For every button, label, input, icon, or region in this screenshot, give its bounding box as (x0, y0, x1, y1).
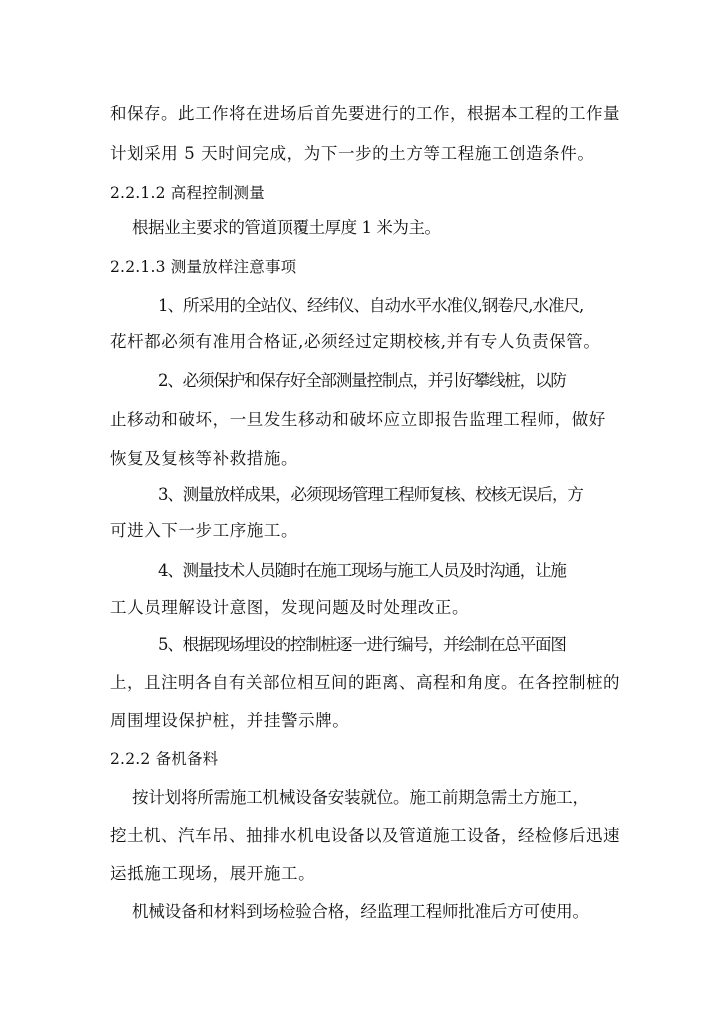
paragraph-line: 机械设备和材料到场检验合格，经监理工程师批准后方可使用。 (132, 902, 589, 921)
paragraph-line: 运抵施工现场，展开施工。 (110, 864, 316, 883)
section-heading: 2.2.1.2 高程控制测量 (110, 184, 265, 202)
paragraph-line: 根据业主要求的管道顶覆土厚度 1 米为主。 (132, 218, 441, 237)
paragraph-line: 挖土机、汽车吊、抽排水机电设备以及管道施工设备，经检修后迅速 (110, 826, 620, 845)
list-item-line: 3、测量放样成果，必须现场管理工程师复核、校核无误后，方 (158, 485, 583, 504)
list-item-line: 恢复及复核等补救措施。 (110, 449, 299, 468)
list-item-line: 1、所采用的全站仪、经纬仪、自动水平水准仪,钢卷尺,水准尺, (158, 296, 584, 315)
section-heading: 2.2.2 备机备料 (110, 750, 219, 768)
list-item-line: 2、必须保护和保存好全部测量控制点，并引好攀线桩，以防 (158, 371, 566, 390)
list-item-line: 可进入下一步工序施工。 (110, 521, 299, 540)
list-item-line: 止移动和破坏，一旦发生移动和破坏应立即报告监理工程师，做好 (110, 410, 606, 429)
list-item-line: 5、根据现场埋设的控制桩逐一进行编号，并绘制在总平面图 (158, 635, 566, 654)
section-heading: 2.2.1.3 测量放样注意事项 (110, 258, 297, 276)
list-item-line: 上，且注明各自有关部位相互间的距离、高程和角度。在各控制桩的 (110, 673, 620, 692)
paragraph-line: 和保存。此工作将在进场后首先要进行的工作，根据本工程的工作量 (110, 104, 620, 123)
paragraph-line: 按计划将所需施工机械设备安装就位。施工前期急需土方施工， (132, 788, 589, 807)
list-item-line: 工人员理解设计意图，发现问题及时处理改正。 (110, 598, 470, 617)
list-item-line: 周围埋设保护桩，并挂警示牌。 (110, 711, 350, 730)
list-item-line: 4、测量技术人员随时在施工现场与施工人员及时沟通，让施 (158, 561, 566, 580)
paragraph-line: 计划采用 5 天时间完成，为下一步的土方等工程施工创造条件。 (110, 144, 595, 163)
list-item-line: 花杆都必须有准用合格证,必须经过定期校核,并有专人负责保管。 (110, 332, 601, 351)
